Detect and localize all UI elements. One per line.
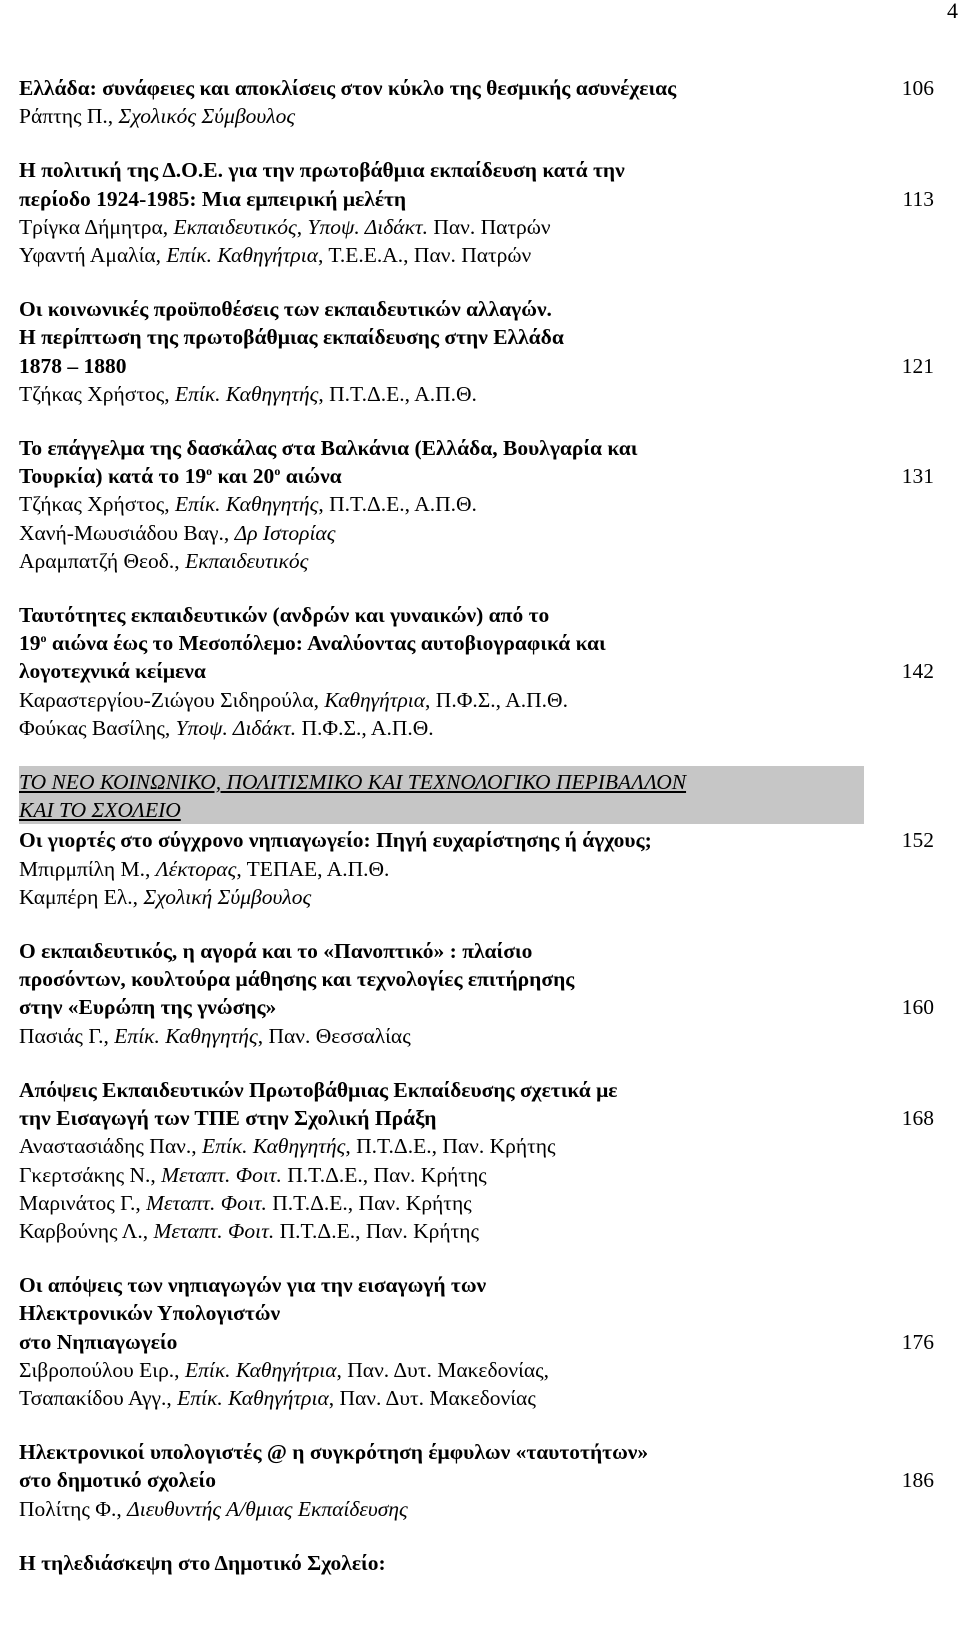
- entry-page: 131: [901, 464, 934, 489]
- entry-author: Αραμπατζή Θεοδ., Εκπαιδευτικός: [19, 548, 309, 573]
- entry-author: Φούκας Βασίλης, Υποψ. Διδάκτ. Π.Φ.Σ., Α.Π.Θ.: [19, 715, 434, 740]
- entry-page: 176: [901, 1329, 934, 1354]
- entry-title[interactable]: Η τηλεδιάσκεψη στο Δημοτικό Σχολείο:: [19, 1550, 386, 1575]
- toc-entry: [19, 826, 934, 911]
- toc-entry: [19, 434, 934, 575]
- entry-author: Καρβούνης Λ., Μεταπτ. Φοιτ. Π.Τ.Δ.Ε., Παν. Κρήτης: [19, 1218, 480, 1243]
- entry-page: 113: [902, 186, 934, 211]
- entry-page: 168: [901, 1106, 934, 1131]
- entry-author: Τρίγκα Δήμητρα, Εκπαιδευτικός, Υποψ. Διδάκτ. Παν. Πατρών: [19, 214, 551, 239]
- entry-title[interactable]: Ταυτότητες εκπαιδευτικών (ανδρών και γυναικών) από το $19^o$ αιώνα έως το Μεσοπόλεμο: Αναλύοντας αυτοβιογραφικά και λογοτεχνικά κείμενα 142: [19, 601, 934, 686]
- entry-title[interactable]: Απόψεις Εκπαιδευτικών Πρωτοβάθμιας Εκπαίδευσης σχετικά με την Εισαγωγή των ΤΠΕ στην Σχολική Πράξη 168: [19, 1076, 934, 1132]
- entry-page: 106: [901, 76, 934, 100]
- entry-title[interactable]: Το επάγγελμα της δασκάλας στα Βαλκάνια (Ελλάδα, Βουλγαρία και Τουρκία) κατά το $19^o$ και $20^o$ αιώνα 131: [19, 434, 934, 490]
- entry-title[interactable]: Οι γιορτές στο σύγχρονο νηπιαγωγείο: Πηγή ευχαρίστησης ή άγχους; 152: [19, 826, 934, 854]
- entry-author: Μπιρμπίλη Μ., Λέκτορας, ΤΕΠΑΕ, Α.Π.Θ.: [19, 856, 390, 881]
- entry-author: Καμπέρη Ελ., Σχολική Σύμβουλος: [19, 884, 312, 909]
- entry-author: Γκερτσάκης Ν., Μεταπτ. Φοιτ. Π.Τ.Δ.Ε., Παν. Κρήτης: [19, 1162, 487, 1187]
- entry-page: 152: [901, 828, 934, 853]
- toc-entry: [19, 156, 934, 269]
- toc-entry: [19, 1076, 934, 1245]
- entry-author: Τζήκας Χρήστος, Επίκ. Καθηγητής, Π.Τ.Δ.Ε., Α.Π.Θ.: [19, 492, 477, 517]
- entry-page: 186: [901, 1468, 934, 1493]
- entry-page: 160: [901, 995, 934, 1020]
- entry-author: Τζήκας Χρήστος, Επίκ. Καθηγητής, Π.Τ.Δ.Ε., Α.Π.Θ.: [19, 381, 477, 406]
- toc-entry: [19, 1271, 934, 1412]
- entry-author: Αναστασιάδης Παν., Επίκ. Καθηγητής, Π.Τ.Δ.Ε., Παν. Κρήτης: [19, 1134, 556, 1159]
- entry-title[interactable]: Οι απόψεις των νηπιαγωγών για την εισαγωγή των Ηλεκτρονικών Υπολογιστών στο Νηπιαγωγείο 176: [19, 1271, 934, 1356]
- toc-entry: [19, 1438, 934, 1523]
- entry-author: Καραστεργίου-Ζιώγου Σιδηρούλα, Καθηγήτρια, Π.Φ.Σ., Α.Π.Θ.: [19, 687, 568, 712]
- entry-page: 121: [901, 353, 934, 378]
- entry-author: Τσαπακίδου Αγγ., Επίκ. Καθηγήτρια, Παν. Δυτ. Μακεδονίας: [19, 1385, 536, 1410]
- toc-entry: [19, 601, 934, 742]
- toc-entry: [19, 74, 934, 130]
- entry-title[interactable]: Η πολιτική της Δ.Ο.Ε. για την πρωτοβάθμια εκπαίδευση κατά την περίοδο 1924-1985: Μια εμπειρική μελέτη 113: [19, 156, 934, 212]
- entry-title[interactable]: Οι κοινωνικές προϋποθέσεις των εκπαιδευτικών αλλαγών. Η περίπτωση της πρωτοβάθμιας εκπαίδευσης στην Ελλάδα 1878 – 1880 121: [19, 295, 934, 380]
- toc-entry: [19, 1549, 934, 1577]
- entry-author: Πασιάς Γ., Επίκ. Καθηγητής, Παν. Θεσσαλίας: [19, 1023, 411, 1048]
- entry-author: Χανή-Μωυσιάδου Βαγ., Δρ Ιστορίας: [19, 520, 336, 545]
- toc-entry: [19, 295, 934, 408]
- section-header: ΤΟ ΝΕΟ ΚΟΙΝΩΝΙΚΟ, ΠΟΛΙΤΙΣΜΙΚΟ ΚΑΙ ΤΕΧΝΟΛΟΓΙΚΟ ΠΕΡΙΒΑΛΛΟΝ ΚΑΙ ΤΟ ΣΧΟΛΕΙΟ: [19, 766, 864, 824]
- entry-author: Ράπτης Π., Σχολικός Σύμβουλος: [19, 104, 296, 129]
- entry-title[interactable]: Ηλεκτρονικοί υπολογιστές @ η συγκρότηση έμφυλων «ταυτοτήτων» στο δημοτικό σχολείο 186: [19, 1438, 934, 1494]
- entry-title[interactable]: Ελλάδα: συνάφειες και αποκλίσεις στον κύκλο της θεσμικής ασυνέχειας 106: [19, 74, 934, 102]
- page-number: 4: [947, 0, 958, 23]
- table-of-contents: [19, 74, 934, 1603]
- entry-author: Μαρινάτος Γ., Μεταπτ. Φοιτ. Π.Τ.Δ.Ε., Παν. Κρήτης: [19, 1190, 472, 1215]
- entry-title[interactable]: Ο εκπαιδευτικός, η αγορά και το «Πανοπτικό» : πλαίσιο προσόντων, κουλτούρα μάθησης και τεχνολογίες επιτήρησης στην «Ευρώπη της γνώσης» 160: [19, 937, 934, 1022]
- entry-author: Σιβροπούλου Ειρ., Επίκ. Καθηγήτρια, Παν. Δυτ. Μακεδονίας,: [19, 1357, 550, 1382]
- entry-author: Πολίτης Φ., Διευθυντής Α/θμιας Εκπαίδευσης: [19, 1496, 408, 1521]
- entry-page: 142: [901, 659, 934, 684]
- entry-author: Υφαντή Αμαλία, Επίκ. Καθηγήτρια, Τ.Ε.Ε.Α., Παν. Πατρών: [19, 243, 532, 268]
- toc-entry: [19, 937, 934, 1050]
